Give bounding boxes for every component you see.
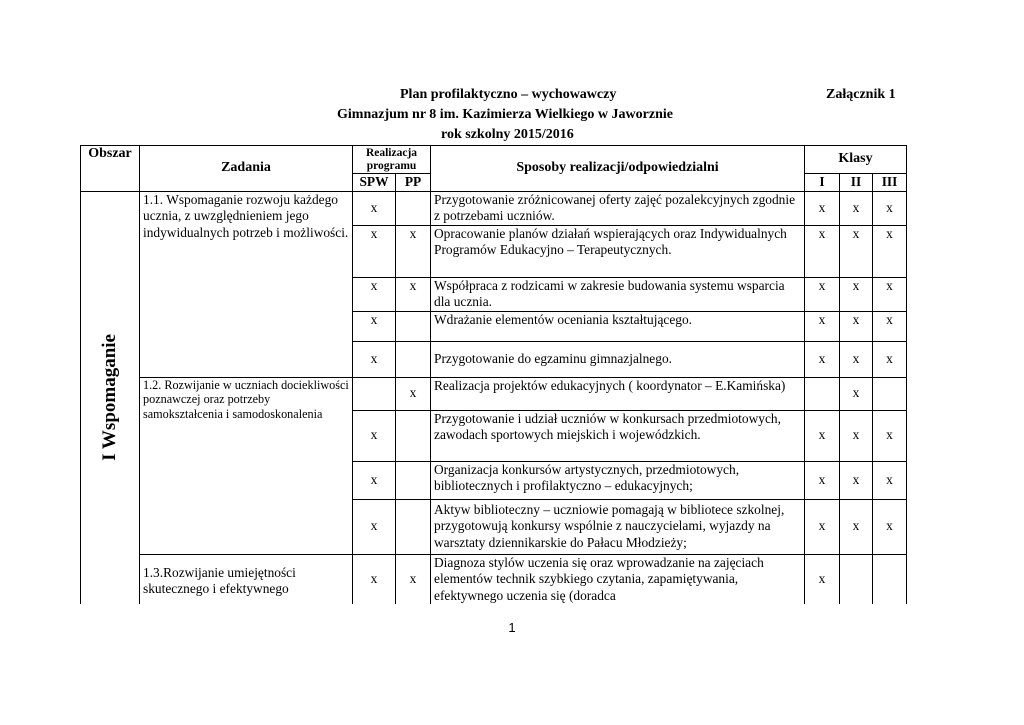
klasa-3-cell: x	[873, 461, 907, 499]
col-klasy: Klasy	[805, 146, 907, 174]
activity-text: Przygotowanie i udział uczniów w konkursach przedmiotowych, zawodach sportowych miejskich i wojewódzkich.	[431, 410, 805, 461]
col-realizacja: Realizacja programu	[353, 146, 431, 174]
activity-text: Wdrażanie elementów oceniania kształtującego.	[431, 311, 805, 341]
plan-title: Plan profilaktyczno – wychowawczy	[400, 87, 617, 102]
spw-cell: x	[353, 277, 396, 311]
pp-cell: x	[396, 225, 431, 277]
spw-cell: x	[353, 191, 396, 225]
klasa-3-cell: x	[873, 191, 907, 225]
pp-cell: x	[396, 554, 431, 604]
spw-cell: x	[353, 311, 396, 341]
pp-cell: x	[396, 377, 431, 410]
plan-table	[80, 145, 907, 604]
table-row	[81, 191, 907, 225]
task-1-3: 1.3.Rozwijanie umiejętności skutecznego i efektywnego	[140, 554, 353, 604]
area-label: I Wspomaganie	[98, 334, 120, 462]
spw-cell: x	[353, 499, 396, 554]
klasa-3-cell: x	[873, 499, 907, 554]
pp-cell	[396, 461, 431, 499]
klasa-1-cell: x	[805, 499, 840, 554]
activity-text: Organizacja konkursów artystycznych, przedmiotowych, bibliotecznych i profilaktyczno – edukacyjnych;	[431, 461, 805, 499]
klasa-1-cell: x	[805, 277, 840, 311]
activity-text: Przygotowanie do egzaminu gimnazjalnego.	[431, 341, 805, 377]
klasa-1-cell: x	[805, 554, 840, 604]
klasa-2-cell: x	[840, 410, 873, 461]
task-1-2: 1.2. Rozwijanie w uczniach dociekliwości poznawczej oraz potrzeby samokształcenia i samodoskonalenia	[140, 377, 353, 554]
table-row	[81, 377, 907, 410]
activity-text: Przygotowanie zróżnicowanej oferty zajęć pozalekcyjnych zgodnie z potrzebami uczniów.	[431, 191, 805, 225]
klasa-2-cell	[840, 554, 873, 604]
pp-cell	[396, 191, 431, 225]
pp-cell	[396, 410, 431, 461]
klasa-3-cell: x	[873, 341, 907, 377]
activity-text: Współpraca z rodzicami w zakresie budowania systemu wsparcia dla ucznia.	[431, 277, 805, 311]
header-row	[81, 146, 907, 174]
klasa-2-cell: x	[840, 191, 873, 225]
school-name: Gimnazjum nr 8 im. Kazimierza Wielkiego w Jaworznie	[337, 107, 673, 122]
klasa-2-cell: x	[840, 341, 873, 377]
col-pp: PP	[396, 174, 431, 192]
spw-cell: x	[353, 461, 396, 499]
klasa-2-cell: x	[840, 277, 873, 311]
table-row	[81, 554, 907, 604]
spw-cell	[353, 377, 396, 410]
activity-text: Realizacja projektów edukacyjnych ( koordynator – E.Kamińska)	[431, 377, 805, 410]
school-year: rok szkolny 2015/2016	[441, 127, 574, 142]
klasa-1-cell: x	[805, 311, 840, 341]
activity-text: Opracowanie planów działań wspierających oraz Indywidualnych Programów Edukacyjno – Terapeutycznych.	[431, 225, 805, 277]
klasa-1-cell: x	[805, 461, 840, 499]
task-1-1: 1.1. Wspomaganie rozwoju każdego ucznia, z uwzględnieniem jego indywidualnych potrzeb i możliwości.	[140, 191, 353, 377]
klasa-2-cell: x	[840, 311, 873, 341]
col-klasa-3: III	[873, 174, 907, 192]
klasa-2-cell: x	[840, 499, 873, 554]
klasa-1-cell: x	[805, 225, 840, 277]
col-spw: SPW	[353, 174, 396, 192]
activity-text: Aktyw biblioteczny – uczniowie pomagają w bibliotece szkolnej, przygotowują konkursy wspólnie z nauczycielami, wyjazdy na warsztaty dziennikarskie do Pałacu Młodzieży;	[431, 499, 805, 554]
klasa-3-cell: x	[873, 277, 907, 311]
klasa-1-cell: x	[805, 410, 840, 461]
klasa-3-cell: x	[873, 311, 907, 341]
klasa-1-cell	[805, 377, 840, 410]
klasa-3-cell	[873, 554, 907, 604]
pp-cell	[396, 499, 431, 554]
klasa-1-cell: x	[805, 341, 840, 377]
klasa-1-cell: x	[805, 191, 840, 225]
klasa-2-cell: x	[840, 461, 873, 499]
spw-cell: x	[353, 554, 396, 604]
col-klasa-2: II	[840, 174, 873, 192]
activity-text: Diagnoza stylów uczenia się oraz wprowadzanie na zajęciach elementów technik szybkiego czytania, zapamiętywania, efektywnego uczenia się (doradca	[431, 554, 805, 604]
page-number: 1	[508, 620, 516, 635]
col-zadania: Zadania	[140, 146, 353, 192]
attachment-label: Załącznik 1	[826, 87, 896, 102]
klasa-3-cell	[873, 377, 907, 410]
klasa-3-cell: x	[873, 225, 907, 277]
spw-cell: x	[353, 410, 396, 461]
col-obszar: Obszar	[81, 146, 140, 192]
spw-cell: x	[353, 225, 396, 277]
klasa-3-cell: x	[873, 410, 907, 461]
klasa-2-cell: x	[840, 225, 873, 277]
pp-cell	[396, 311, 431, 341]
pp-cell: x	[396, 277, 431, 311]
area-cell	[81, 191, 140, 604]
spw-cell: x	[353, 341, 396, 377]
col-klasa-1: I	[805, 174, 840, 192]
klasa-2-cell: x	[840, 377, 873, 410]
col-sposoby: Sposoby realizacji/odpowiedzialni	[431, 146, 805, 192]
pp-cell	[396, 341, 431, 377]
